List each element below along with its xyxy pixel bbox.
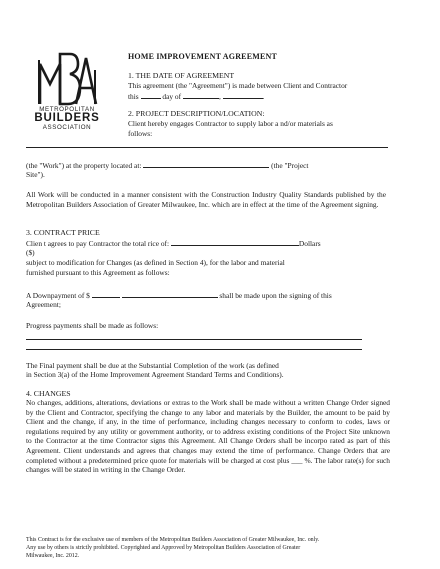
changes-paragraph: No changes, additions, alterations, deviations or extras to the Work shall be made without a written Change Order signed by the Client and Contractor, specifying the change to any labor and materials by the Builder, the amount to be paid by Client and the change, if any, in the time of performance, including changes necessary to conform to codes, laws or regulations required by any utility or government authority, or to address existing conditions of the Project Site unknown to the Contractor at the time Contractor signs this Agreement. All Change Orders shall be incorpo rated as part of this Agreement. Client understands and agrees that changes may extend the time of performance. Change Orders that are completed without a predetermined price quote for materials will be charged at cost plus ___ %. The labor rate(s) for such changes will be stated in writing in the Change Order. (26, 398, 390, 475)
contract-price-amount: ($) (26, 248, 35, 257)
section-3-line-3: subject to modification for Changes (as defined in Section 4), for the labor and material (26, 258, 285, 267)
section-3-heading: 3. CONTRACT PRICE (26, 228, 100, 237)
section-2-line-1: Client hereby engages Contractor to supply labor a nd/or materials as (128, 119, 333, 128)
final-payment-line-1: The Final payment shall be due at the Substantial Completion of the work (as defined (26, 361, 279, 370)
section-1-line-1: This agreement (the "Agreement") is made between Client and Contractor (128, 81, 348, 90)
section-1-heading: 1. THE DATE OF AGREEMENT (128, 71, 235, 80)
section-1-line-2: this day of , . (128, 92, 265, 101)
day-field[interactable] (141, 91, 161, 99)
section-4-heading: 4. CHANGES (26, 389, 71, 398)
property-address-field[interactable] (143, 160, 269, 168)
document-title: HOME IMPROVEMENT AGREEMENT (128, 52, 278, 61)
footer-line-1: This Contract is for the exclusive use of members of the Metropolitan Builders Association of Greater Milwaukee, Inc. only. (26, 537, 320, 543)
year-field[interactable] (223, 91, 263, 99)
quality-standards-paragraph: All Work will be conducted in a manner consistent with the Construction Industry Quality Standards published by the Metropolitan Builders Association of Greater Milwaukee, Inc. which are in effect at the time of the Agreement signing. (26, 190, 386, 209)
mba-logo (24, 50, 110, 131)
progress-payments-line-1[interactable] (26, 339, 362, 340)
month-field[interactable] (183, 91, 219, 99)
section-2-line-2: follows: (128, 129, 153, 138)
footer-line-3: Milwaukee, Inc. 2012. (26, 553, 80, 559)
downpayment-line: A Downpayment of $ shall be made upon the signing of this (26, 291, 332, 300)
work-description-line[interactable] (26, 147, 388, 148)
progress-payments-line-2[interactable] (26, 349, 362, 350)
mba-monogram-icon (36, 50, 98, 106)
downpayment-agreement: Agreement; (26, 300, 61, 309)
downpayment-words-field[interactable] (122, 290, 218, 298)
contract-price-line: Clien t agrees to pay Contractor the total rice of: Dollars (26, 239, 321, 248)
logo-line-metropolitan: METROPOLITAN (39, 106, 95, 113)
section-3-line-4: furnished pursuant to this Agreement as follows: (26, 268, 170, 277)
progress-payments-label: Progress payments shall be made as follows: (26, 321, 159, 330)
work-location-line: (the "Work") at the property located at: (the "Project (26, 161, 309, 170)
total-price-words-field[interactable] (171, 238, 299, 246)
section-2-heading: 2. PROJECT DESCRIPTION/LOCATION: (128, 109, 265, 118)
final-payment-line-2: in Section 3(a) of the Home Improvement Agreement Standard Terms and Conditions). (26, 370, 284, 379)
logo-line-builders: BUILDERS (34, 112, 100, 124)
footer-line-2: Any use by others is strictly prohibited. Copyrighted and Approved by Metropolitan Builders Association of Greater (26, 545, 301, 551)
downpayment-amount-field[interactable] (92, 290, 120, 298)
logo-line-association: ASSOCIATION (42, 124, 92, 131)
work-location-site: Site"). (26, 170, 45, 179)
